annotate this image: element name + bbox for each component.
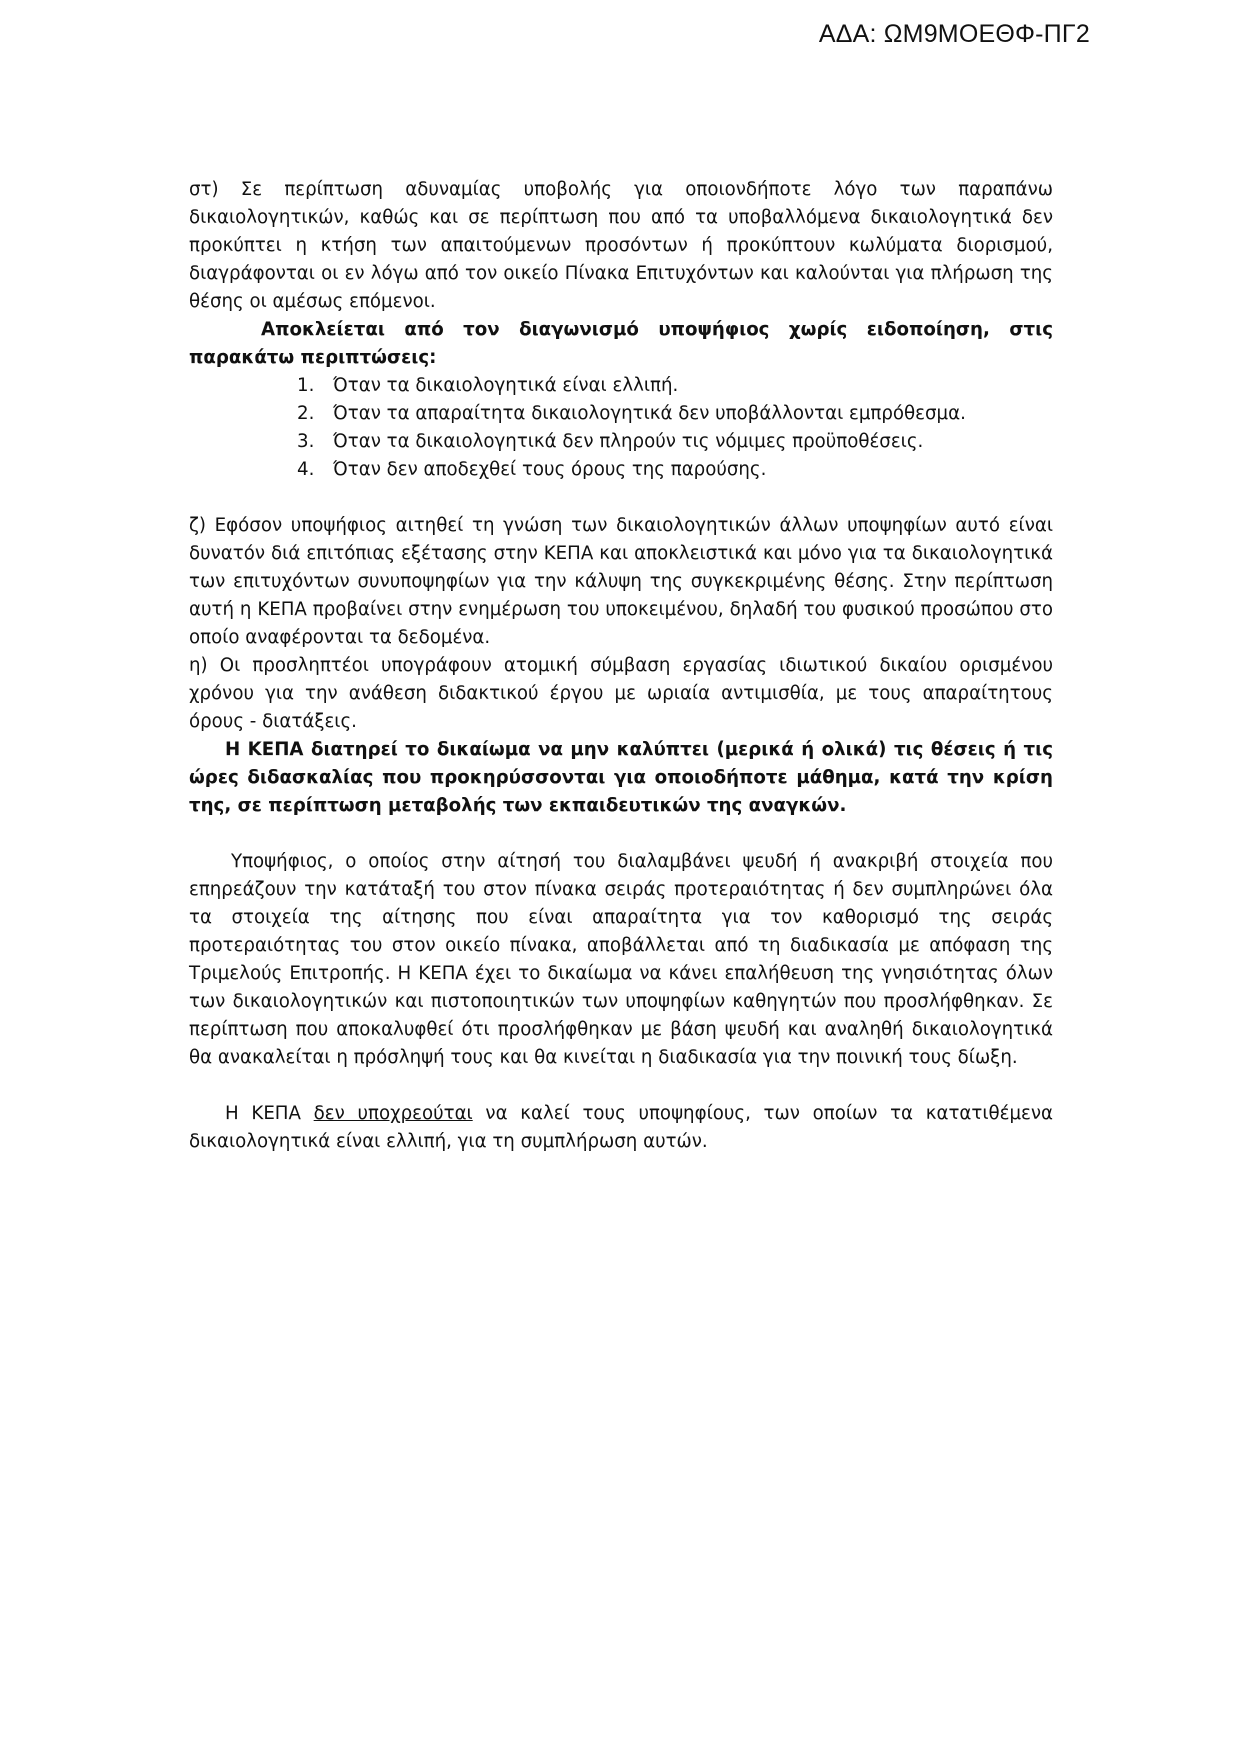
final-text-end: να καλεί τους υποψηφίους, των οποίων τα κατατιθέμενα δικαιολογητικά είναι ελλιπή, για τη συμπλήρωση αυτών.: [189, 1103, 1053, 1152]
final-text-underlined: δεν υποχρεούται: [313, 1103, 473, 1124]
spacer: [189, 820, 1053, 848]
paragraph-st: στ) Σε περίπτωση αδυναμίας υποβολής για οποιονδήποτε λόγο των παραπάνω δικαιολογητικών, καθώς και σε περίπτωση που από τα υποβαλλόμενα δικαιολογητικά δεν προκύπτει η κτήση των απαιτούμενων προσόντων ή προκύπτουν κωλύματα διορισμού, διαγράφονται οι εν λόγω από τον οικείο Πίνακα Επιτυχόντων και καλούνται για πλήρωση της θέσης οι αμέσως επόμενοι.: [189, 179, 1053, 312]
list-item-number: 3.: [297, 431, 315, 452]
paragraph-false-data: Υποψήφιος, ο οποίος στην αίτησή του διαλαμβάνει ψευδή ή ανακριβή στοιχεία που επηρεάζουν την κατάταξή του στον πίνακα σειράς προτεραιότητας ή δεν συμπληρώνει όλα τα στοιχεία της αίτησης που είναι απαραίτητα για τον καθορισμό της σειράς προτεραιότητας του στον οικείο πίνακα, αποβάλλεται από τη διαδικασία με απόφαση της Τριμελούς Επιτροπής. Η ΚΕΠΑ έχει το δικαίωμα να κάνει επαλήθευση της γνησιότητας όλων των δικαιολογητικών και πιστοποιητικών των υποψηφίων καθηγητών που προσλήφθηκαν. Σε περίπτωση που αποκαλυφθεί ότι προσλήφθηκαν με βάση ψευδή και αναληθή δικαιολογητικά θα ανακαλείται η πρόσληψή τους και θα κινείται η διαδικασία για την ποινική τους δίωξη.: [189, 851, 1053, 1068]
list-item-text: Όταν τα απαραίτητα δικαιολογητικά δεν υποβάλλονται εμπρόθεσμα.: [333, 403, 966, 424]
list-item-number: 1.: [297, 375, 315, 396]
list-item-number: 2.: [297, 403, 315, 424]
list-item: [297, 456, 1053, 484]
document-body: [189, 176, 1053, 1156]
paragraph-final: [189, 1100, 1053, 1156]
list-item-text: Όταν τα δικαιολογητικά είναι ελλιπή.: [333, 375, 679, 396]
list-item: [297, 400, 1053, 428]
list-item: [297, 372, 1053, 400]
paragraph-z: ζ) Εφόσον υποψήφιος αιτηθεί τη γνώση των δικαιολογητικών άλλων υποψηφίων αυτό είναι δυνατόν διά επιτόπιας εξέτασης στην ΚΕΠΑ και αποκλειστικά και μόνο για τα δικαιολογητικά των επιτυχόντων συνυποψηφίων για την κάλυψη της συγκεκριμένης θέσης. Στην περίπτωση αυτή η ΚΕΠΑ προβαίνει στην ενημέρωση του υποκειμένου, δηλαδή του φυσικού προσώπου στο οποίο αναφέρονται τα δεδομένα.: [189, 515, 1053, 648]
exclusion-list: [189, 372, 1053, 484]
spacer: [189, 484, 1053, 512]
ada-code: ΑΔΑ: ΩΜ9ΜΟΕΘΦ-ΠΓ2: [818, 20, 1090, 48]
list-item-text: Όταν τα δικαιολογητικά δεν πληρούν τις νόμιμες προϋποθέσεις.: [333, 431, 924, 452]
list-item-text: Όταν δεν αποδεχθεί τους όρους της παρούσης.: [333, 459, 767, 480]
final-text-start: Η ΚΕΠΑ: [225, 1103, 314, 1124]
list-item: [297, 428, 1053, 456]
exclusion-heading: Αποκλείεται από τον διαγωνισμό υποψήφιος χωρίς ειδοποίηση, στις παρακάτω περιπτώσεις:: [189, 319, 1053, 368]
list-item-number: 4.: [297, 459, 315, 480]
paragraph-kepa-right: Η ΚΕΠΑ διατηρεί το δικαίωμα να μην καλύπτει (μερικά ή ολικά) τις θέσεις ή τις ώρες διδασκαλίας που προκηρύσσονται για οποιοδήποτε μάθημα, κατά την κρίση της, σε περίπτωση μεταβολής των εκπαιδευτικών της αναγκών.: [189, 739, 1053, 816]
paragraph-i: η) Οι προσληπτέοι υπογράφουν ατομική σύμβαση εργασίας ιδιωτικού δικαίου ορισμένου χρόνου για την ανάθεση διδακτικού έργου με ωριαία αντιμισθία, με τους απαραίτητους όρους - διατάξεις.: [189, 655, 1053, 732]
spacer: [189, 1072, 1053, 1100]
